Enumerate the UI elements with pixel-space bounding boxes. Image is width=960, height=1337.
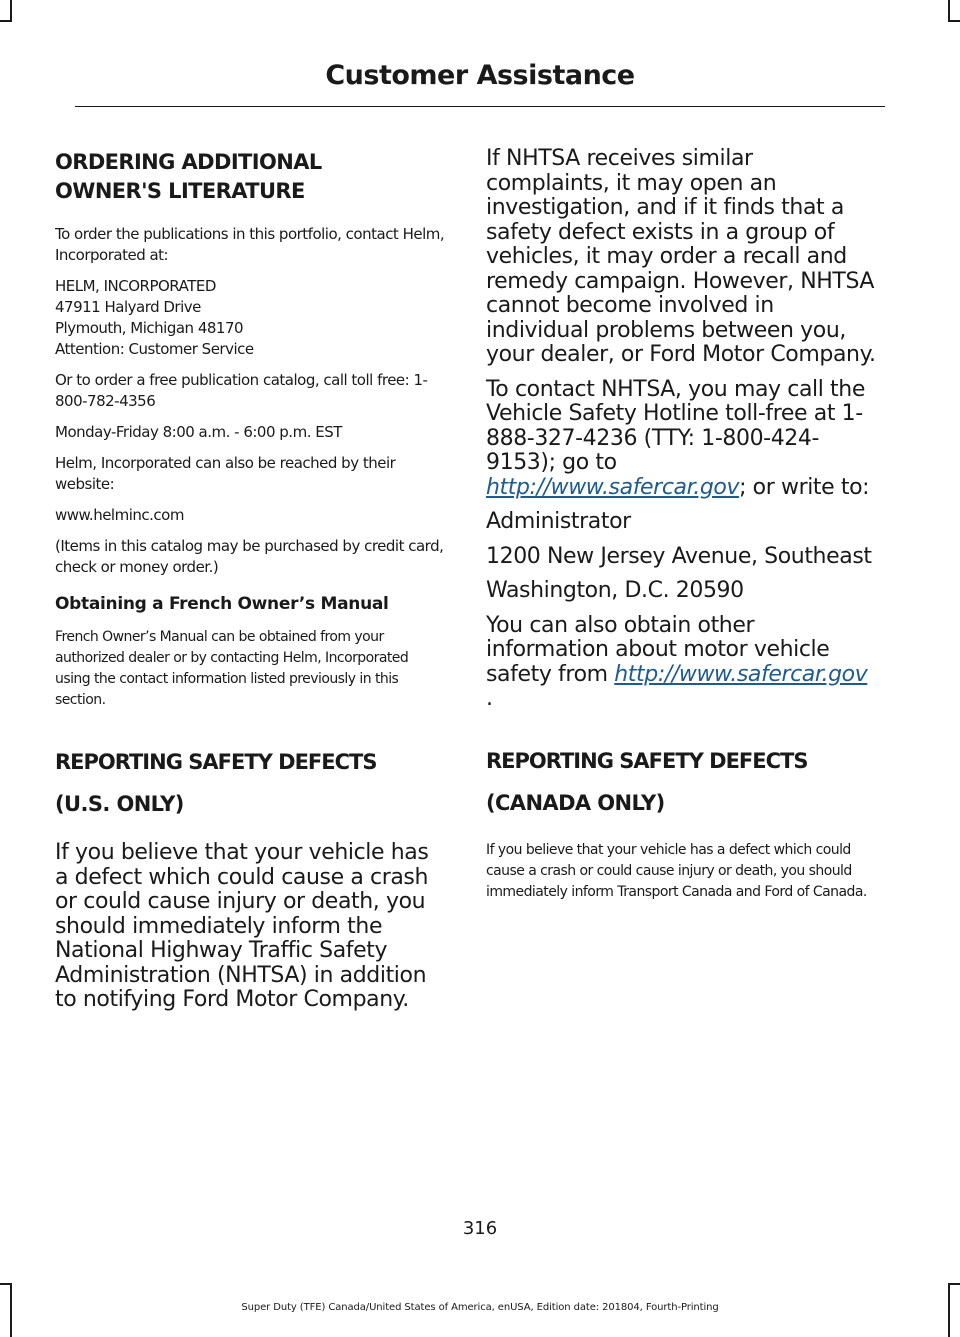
page-footer: Super Duty (TFE) Canada/United States of America, enUSA, Edition date: 201804, Fourth-Printing bbox=[241, 1302, 719, 1313]
payment-note: (Items in this catalog may be purchased by credit card, check or money order.) bbox=[55, 537, 444, 576]
us-defects-heading: REPORTING SAFETY DEFECTS (U.S. ONLY) bbox=[55, 750, 377, 816]
safercar-link-2[interactable]: http://www.safercar.gov bbox=[614, 661, 868, 687]
header-rule bbox=[75, 106, 885, 107]
crop-mark-top-right-v bbox=[948, 0, 950, 22]
crop-mark-top-right-h bbox=[948, 20, 960, 22]
catalog-text: Or to order a free publication catalog, call toll free: 1-800-782-4356 bbox=[55, 371, 428, 410]
address-line: Plymouth, Michigan 48170 bbox=[55, 319, 244, 337]
website-intro: Helm, Incorporated can also be reached by their website: bbox=[55, 454, 396, 493]
nhtsa-text: If NHTSA receives similar complaints, it may open an investigation, and if it finds that a safety defect exists in a group of vehicles, it may order a recall and remedy campaign. However, NHTSA cannot become involved in individual problems between you, your dealer, or Ford Motor Company. bbox=[486, 146, 876, 367]
nhtsa-city: Washington, D.C. 20590 bbox=[486, 578, 744, 603]
address-line: 47911 Halyard Drive bbox=[55, 298, 201, 316]
website-text: www.helminc.com bbox=[55, 506, 184, 524]
french-manual-text: French Owner’s Manual can be obtained from your authorized dealer or by contacting Helm, Incorporated using the contact information listed previously in this section. bbox=[55, 629, 409, 708]
page-title: Customer Assistance bbox=[325, 60, 635, 91]
page-number: 316 bbox=[462, 1218, 498, 1239]
french-manual-heading: Obtaining a French Owner’s Manual bbox=[55, 594, 389, 614]
crop-mark-bottom-right-h bbox=[948, 1283, 960, 1285]
address-line: Attention: Customer Service bbox=[55, 340, 254, 358]
left-column bbox=[55, 147, 447, 1023]
nhtsa-admin: Administrator bbox=[486, 509, 631, 534]
safercar-link[interactable]: http://www.safercar.gov bbox=[486, 474, 740, 500]
address-line: HELM, INCORPORATED bbox=[55, 277, 216, 295]
nhtsa-contact: To contact NHTSA, you may call the Vehicle Safety Hotline toll-free at 1-888-327-4236 (TTY: 1-800-424-9153); go to http://www.safercar.gov; or write to: bbox=[486, 376, 870, 500]
crop-mark-bottom-left-h bbox=[0, 1283, 12, 1285]
crop-mark-top-left-h bbox=[0, 20, 12, 22]
us-defects-text: If you believe that your vehicle has a defect which could cause a crash or could cause injury or death, you should immediately inform the National Highway Traffic Safety Administration (NHTSA) in addition to notifying Ford Motor Company. bbox=[55, 840, 429, 1012]
canada-defects-text: If you believe that your vehicle has a defect which could cause a crash or could cause injury or death, you should immediately inform Transport Canada and Ford of Canada. bbox=[486, 841, 867, 900]
ordering-heading: ORDERING ADDITIONAL OWNER'S LITERATURE bbox=[55, 150, 322, 203]
right-column bbox=[486, 147, 880, 913]
crop-mark-top-left-v bbox=[10, 0, 12, 22]
canada-defects-heading: REPORTING SAFETY DEFECTS (CANADA ONLY) bbox=[486, 748, 808, 815]
ordering-intro: To order the publications in this portfolio, contact Helm, Incorporated at: bbox=[55, 225, 445, 264]
helm-address bbox=[55, 276, 447, 360]
hours-text: Monday-Friday 8:00 a.m. - 6:00 p.m. EST bbox=[55, 423, 342, 441]
nhtsa-street: 1200 New Jersey Avenue, Southeast bbox=[486, 543, 872, 569]
other-info: You can also obtain other information about motor vehicle safety from http://www.safercar.gov . bbox=[486, 612, 868, 711]
